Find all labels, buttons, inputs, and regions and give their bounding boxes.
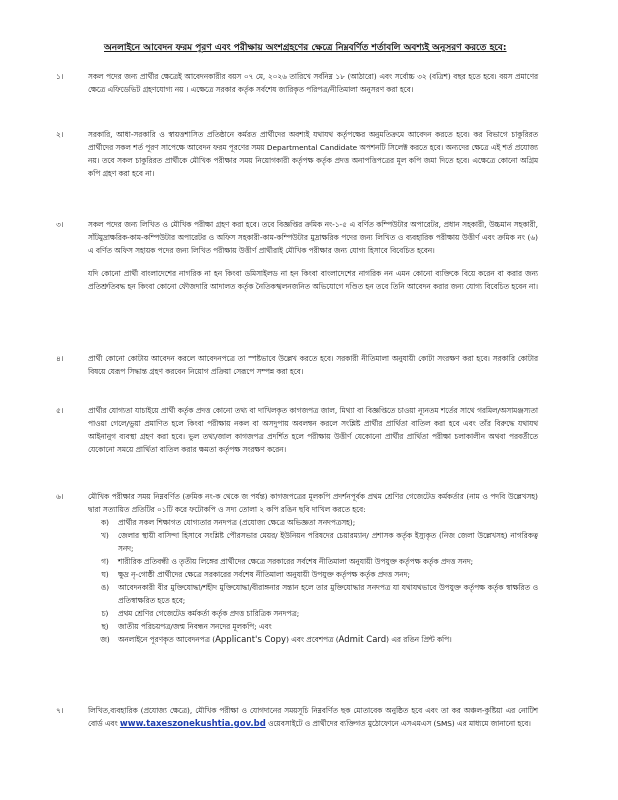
condition-2	[56, 128, 538, 180]
item-text-2: যদি কোনো প্রার্থী বাংলাদেশের নাগরিক না হন কিংবা ডমিসাইলড না হন কিংবা বাংলাদেশের নাগরিক নন এমন কোনো ব্যক্তিকে বিয়ে করেন বা করার জন্য প্রতিশ্রুতিবদ্ধ হন কিংবা কোনো ফৌজদারি আদালত কর্তৃক নৈতিকস্খলনজনিত অভিযোগে দণ্ডিত হন তবে তিনি আবেদন করার জন্য যোগ্য বিবেচিত হবেন না।	[88, 269, 538, 291]
condition-1	[56, 70, 538, 96]
checklist-item: ছ) জাতীয় পরিচয়পত্র/জন্ম নিবন্ধন সনদের মূলকপি; এবং	[101, 622, 272, 631]
admit-card-label: Admit Card	[338, 635, 387, 645]
checklist-item: ক) প্রার্থীর সকল শিক্ষাগত যোগ্যতার সনদপত্র (প্রযোজ্য ক্ষেত্রে অভিজ্ঞতা সনদপত্রসহ);	[101, 518, 356, 527]
condition-7	[56, 704, 538, 731]
checklist-item: ঘ) ক্ষুদ্র নৃ-গোষ্ঠী প্রার্থীদের ক্ষেত্রে সরকারের সর্বশেষ নীতিমালা অনুযায়ী উপযুক্ত কর্তৃপক্ষ কর্তৃক প্রদত্ত সনদ;	[101, 570, 410, 579]
item-number: ২।	[56, 130, 64, 139]
item-number: ৭।	[56, 706, 64, 715]
document-checklist	[100, 516, 538, 647]
item-text: সকল পদের জন্য লিখিত ও মৌখিক পরীক্ষা গ্রহণ করা হবে। তবে বিজ্ঞপ্তির ক্রমিক নং-১-৫ এ বর্ণিত কম্পিউটার অপারেটর, প্রধান সহকারী, উচ্চমান সহকারী, সাঁটমুদ্রাক্ষরিক-কাম-কম্পিউটার অপারেটর ও অফিস সহকারী-কাম-কম্পিউটার মুদ্রাক্ষরিক পদের জন্য লিখিত ও ব্যবহারিক পরীক্ষায় উত্তীর্ণ এবং ক্রমিক নং (৬) এ বর্ণিত অফিস সহায়ক পদের জন্য লিখিত পরীক্ষায় উত্তীর্ণ প্রার্থীরাই মৌখিক পরীক্ষার জন্য যোগ্য হিসাবে বিবেচিত হবেন।	[88, 220, 538, 255]
item-text: মৌখিক পরীক্ষার সময় নিম্নবর্ণিত (ক্রমিক নং-ক থেকে জ পর্যন্ত) কাগজপত্রের মূলকপি প্রদর্শনপূর্বক প্রথম শ্রেণির গেজেটেড কর্মকর্তার (নাম ও পদবি উল্লেখসহ) দ্বারা সত্যায়িত প্রতিটির ০১টি করে ফটোকপি ও সদ্য তোলা ২ কপি রঙিন ছবি দাখিল করতে হবে:	[88, 492, 538, 514]
item-text: লিখিত,ব্যবহারিক (প্রযোজ্য ক্ষেত্রে), মৌখিক পরীক্ষা ও যোগদানের সময়সূচি নিম্নবর্ণিত ছক মোতাবেক অনুষ্ঠিত হবে এবং তা কর অঞ্চল-কুষ্টিয়া এর নোটিশ বোর্ড এবং www.taxeszonekushtia.gov.bd ওয়েবসাইটে ও প্রার্থীদের ব্যক্তিগত মুঠোফোনে এসএমএস (SMS) এর মাধ্যমে জানানো হবে।	[88, 706, 538, 729]
item-text: সকল পদের জন্য প্রার্থীর ক্ষেত্রেই আবেদনকারীর বয়স ০৭ মে, ২০২৬ তারিখে সর্বনিম্ন ১৮ (আঠারো) এবং সর্বোচ্চ ৩২ (বত্রিশ) বছর হতে হবে। বয়স প্রমাণের ক্ষেত্রে এফিডেভিট গ্রহণযোগ্য নয় । এক্ষেত্রে সরকার কর্তৃক সর্বশেষ জারিকৃত পরিপত্র/নীতিমালা অনুসরণ করা হবে।	[88, 72, 538, 94]
checklist-item: জ) অনলাইনে পূরণকৃত আবেদনপত্র (Applicant's Copy) এবং প্রবেশপত্র (Admit Card) এর রঙিন প্রিন্ট কপি।	[100, 635, 452, 645]
checklist-item: গ) শারীরিক প্রতিবন্ধী ও তৃতীয় লিঙ্গের প্রার্থীদের ক্ষেত্রে সরকারের সর্বশেষ নীতিমালা অনুযায়ী উপযুক্ত কর্তৃপক্ষ কর্তৃক প্রদত্ত সনদ;	[101, 557, 474, 566]
condition-4	[56, 352, 538, 378]
item-number: ৬।	[56, 492, 64, 501]
item-text: সরকারি, আধা-সরকারি ও স্বায়ত্তশাসিত প্রতিষ্ঠানে কর্মরত প্রার্থীদের অবশ্যই যথাযথ কর্তৃপক্ষের অনুমতিক্রমে আবেদন করতে হবে। কর বিভাগে চাকুরিরত প্রার্থীদের সকল শর্ত পূরণ সাপেক্ষে আবেদন ফরম পূরণের সময় Departmental Candidate অপশনটি সিলেক্ট করতে হবে। অন্যদের ক্ষেত্রে এই শর্ত প্রযোজ্য নয়। তবে সকল চাকুরিরত প্রার্থীকে মৌখিক পরীক্ষার সময় নিয়োগকারী কর্তৃপক্ষ কর্তৃক প্রদত্ত অনাপত্তিপত্রের মূল কপি জমা দিতে হবে। এক্ষেত্রে কোনো অগ্রিম কপি গ্রহণ করা হবে না।	[88, 130, 538, 178]
item-number: ৪।	[56, 354, 64, 363]
checklist-item: খ) জেলার স্থায়ী বাসিন্দা হিসাবে সংশ্লিষ্ট পৌরসভার মেয়র/ ইউনিয়ন পরিষদের চেয়ারম্যান/ প্রশাসক কর্তৃক ইস্যুকৃত (নিজ জেলা উল্লেখসহ) নাগরিকত্ব সনদ;	[101, 531, 538, 553]
item-number: ৩।	[56, 220, 64, 229]
condition-3	[56, 218, 538, 293]
item-text: প্রার্থীর যোগ্যতা যাচাইয়ে প্রার্থী কর্তৃক প্রদত্ত কোনো তথ্য বা দাখিলকৃত কাগজপত্র জাল, মিথ্যা বা বিজ্ঞপ্তিতে চাওয়া ন্যূনতম শর্তের সাথে গরমিল/অসামঞ্জস্যতা পাওয়া গেলে/ভুয়া প্রমাণিত হলে কিংবা পরীক্ষায় নকল বা অসদুপায় অবলম্বন করলে সংশ্লিষ্ট প্রার্থীর প্রার্থিতা বাতিল করা হবে এবং তাঁর বিরুদ্ধে যথাযথ আইনানুগ ব্যবস্থা গ্রহণ করা হবে। ভুল তথ্য/জাল কাগজপত্র প্রদর্শিত হলে পরীক্ষায় উত্তীর্ণ যেকোনো প্রার্থীর প্রার্থিতা পরীক্ষা চলাকালীন অথবা পরবর্তীতে যেকোনো সময়ে প্রার্থিতা বাতিল করার ক্ষমতা কর্তৃপক্ষ সংরক্ষণ করেন।	[88, 406, 538, 454]
applicants-copy-label: Applicant's Copy	[215, 635, 287, 645]
website-link[interactable]: www.taxeszonekushtia.gov.bd	[119, 719, 266, 729]
checklist-item: চ) প্রথম শ্রেণির গেজেটেড কর্মকর্তা কর্তৃক প্রদত্ত চারিত্রিক সনদপত্র;	[101, 609, 300, 618]
page-title: অনলাইনে আবেদন ফরম পূরণ এবং পরীক্ষায় অংশগ্রহণের ক্ষেত্রে নিম্নবর্ণিত শর্তাবলি অবশ্যই অনুসরণ করতে হবে:	[104, 43, 507, 53]
condition-5	[56, 404, 538, 456]
condition-6	[56, 490, 538, 647]
item-text: প্রার্থী কোনো কোটায় আবেদন করলে আবেদনপত্রে তা স্পষ্টভাবে উল্লেখ করতে হবে। সরকারী নীতিমালা অনুযায়ী কোটা সংরক্ষণ করা হবে। সরকারি কোটার বিষয়ে যেরূপ সিদ্ধান্ত গ্রহণ করবেন নিয়োগ প্রক্রিয়া সেরূপে সম্পন্ন করা হবে।	[88, 354, 538, 376]
item-number: ৫।	[56, 406, 64, 415]
item-number: ১।	[56, 72, 64, 81]
checklist-item: ঙ) আবেদনকারী বীর মুক্তিযোদ্ধা/শহীদ মুক্তিযোদ্ধা/বীরাঙ্গনার সন্তান হলে তার মুক্তিযোদ্ধার সনদপত্র যা যথাযথভাবে উপযুক্ত কর্তৃপক্ষ কর্তৃক স্বাক্ষরিত ও প্রতিস্বাক্ষরিত হতে হবে;	[100, 583, 538, 605]
